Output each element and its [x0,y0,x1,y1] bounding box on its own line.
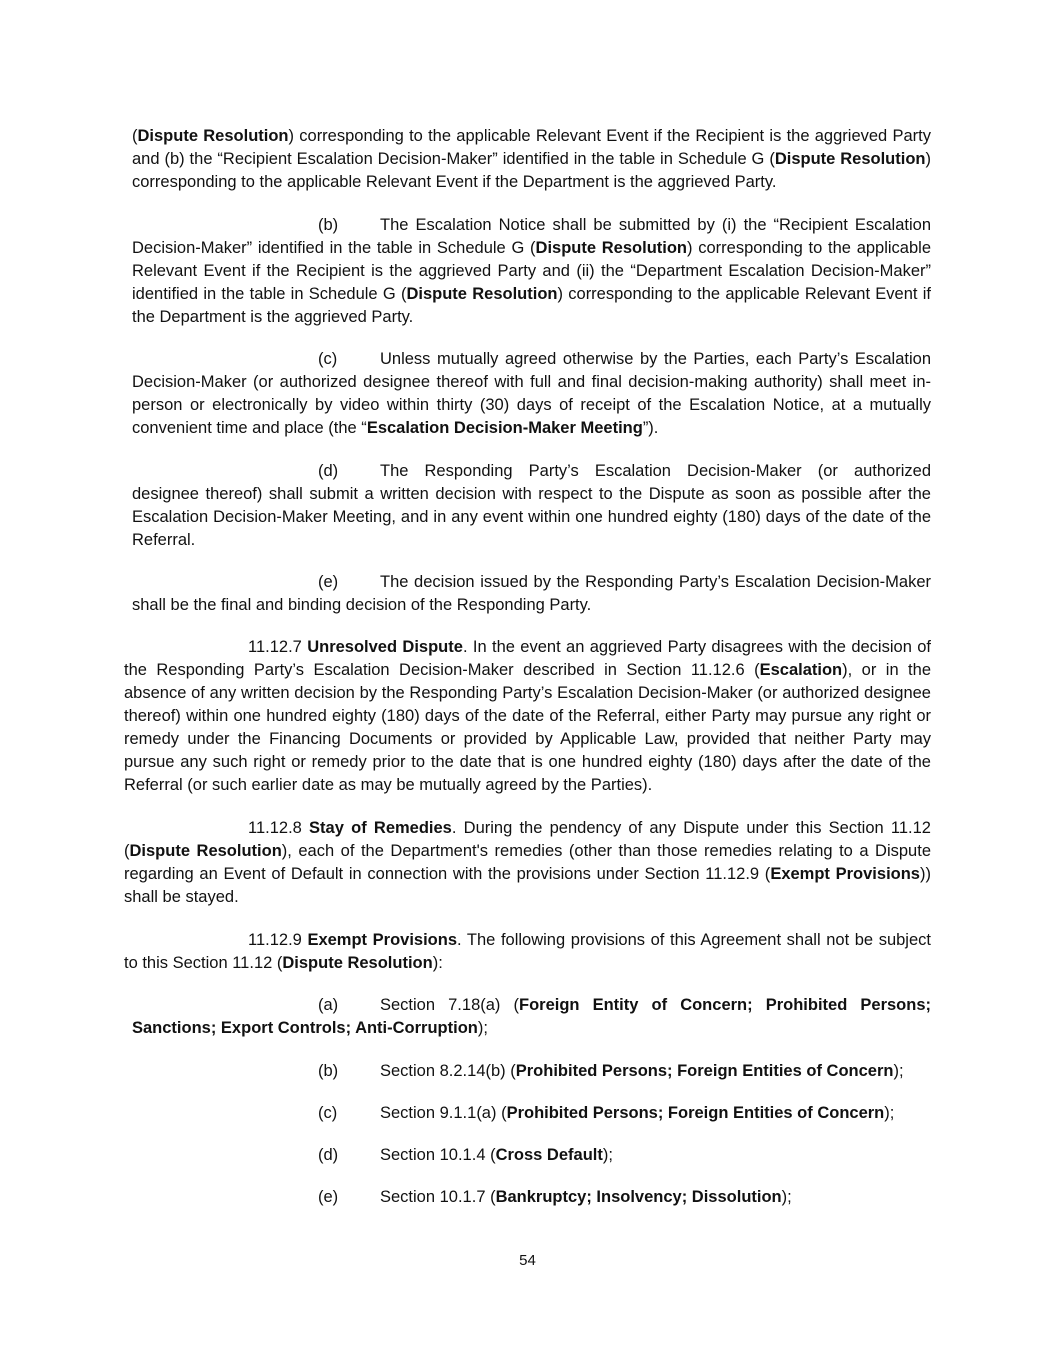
exempt-item-e: (e) Section 10.1.7 (Bankruptcy; Insolvency; Dissolution); [318,1188,792,1206]
section-heading: Unresolved Dispute [307,638,463,656]
section-11-12-8: 11.12.8 Stay of Remedies. During the pendency of any Dispute under this Section 11.12 (Dispute Resolution), each of the Department's remedies (other than those remedies relating to a Dispute regarding an Event of Default in connection with the provisions under Section 11.12.9 (Exempt Provisions)) shall be stayed. [124,819,931,906]
paragraph-e: (e) The decision issued by the Responding Party’s Escalation Decision-Maker shall be the final and binding decision of the Responding Party. [132,573,931,614]
section-11-12-7: 11.12.7 Unresolved Dispute. In the event an aggrieved Party disagrees with the decision of the Responding Party’s Escalation Decision-Maker described in Section 11.12.6 (Escalation), or in the absence of any written decision by the Responding Party’s Escalation Decision-Maker (or authorized designee thereof) within one hundred eighty (180) days of the date of the Referral, either Party may pursue any right or remedy under the Financing Documents or provided by Applicable Law, provided that neither Party may pursue any such right or remedy prior to the date that is one hundred eighty (180) days after the date of the Referral (or such earlier date as may be mutually agreed by the Parties). [124,638,931,794]
exempt-item-a: (a) Section 7.18(a) (Foreign Entity of Concern; Prohibited Persons; Sanctions; Export Controls; Anti-Corruption); [132,996,931,1037]
exempt-item-c: (c) Section 9.1.1(a) (Prohibited Persons; Foreign Entities of Concern); [318,1104,895,1122]
exempt-item-b: (b) Section 8.2.14(b) (Prohibited Persons; Foreign Entities of Concern); [318,1062,904,1080]
paragraph-b: (b) The Escalation Notice shall be submitted by (i) the “Recipient Escalation Decision-Maker” identified in the table in Schedule G (Dispute Resolution) corresponding to the applicable Relevant Event if the Recipient is the aggrieved Party and (ii) the “Department Escalation Decision-Maker” identified in the table in Schedule G (Dispute Resolution) corresponding to the applicable Relevant Event if the Department is the aggrieved Party. [132,216,932,326]
paragraph-d: (d) The Responding Party’s Escalation Decision-Maker (or authorized designee thereof) shall submit a written decision with respect to the Dispute as soon as possible after the Escalation Decision-Maker Meeting, and in any event within one hundred eighty (180) days of the date of the Referral. [132,462,931,549]
section-11-12-9: 11.12.9 Exempt Provisions. The following provisions of this Agreement shall not be subject to this Section 11.12 (Dispute Resolution): [124,931,931,972]
exempt-item-d: (d) Section 10.1.4 (Cross Default); [318,1146,613,1164]
page-number: 54 [519,1252,536,1269]
section-heading: Stay of Remedies [309,819,452,837]
paragraph-c: (c) Unless mutually agreed otherwise by the Parties, each Party’s Escalation Decision-Maker (or authorized designee thereof with full and final decision-making authority) shall meet in-person or electronically by video within thirty (30) days of receipt of the Escalation Notice, at a mutually convenient time and place (the “Escalation Decision-Maker Meeting”). [132,350,931,437]
paragraph-continuation: (Dispute Resolution) corresponding to the applicable Relevant Event if the Recipient is the aggrieved Party and (b) the “Recipient Escalation Decision-Maker” identified in the table in Schedule G (Dispute Resolution) corresponding to the applicable Relevant Event if the Department is the aggrieved Party. [132,127,931,191]
section-heading: Exempt Provisions [307,931,458,949]
